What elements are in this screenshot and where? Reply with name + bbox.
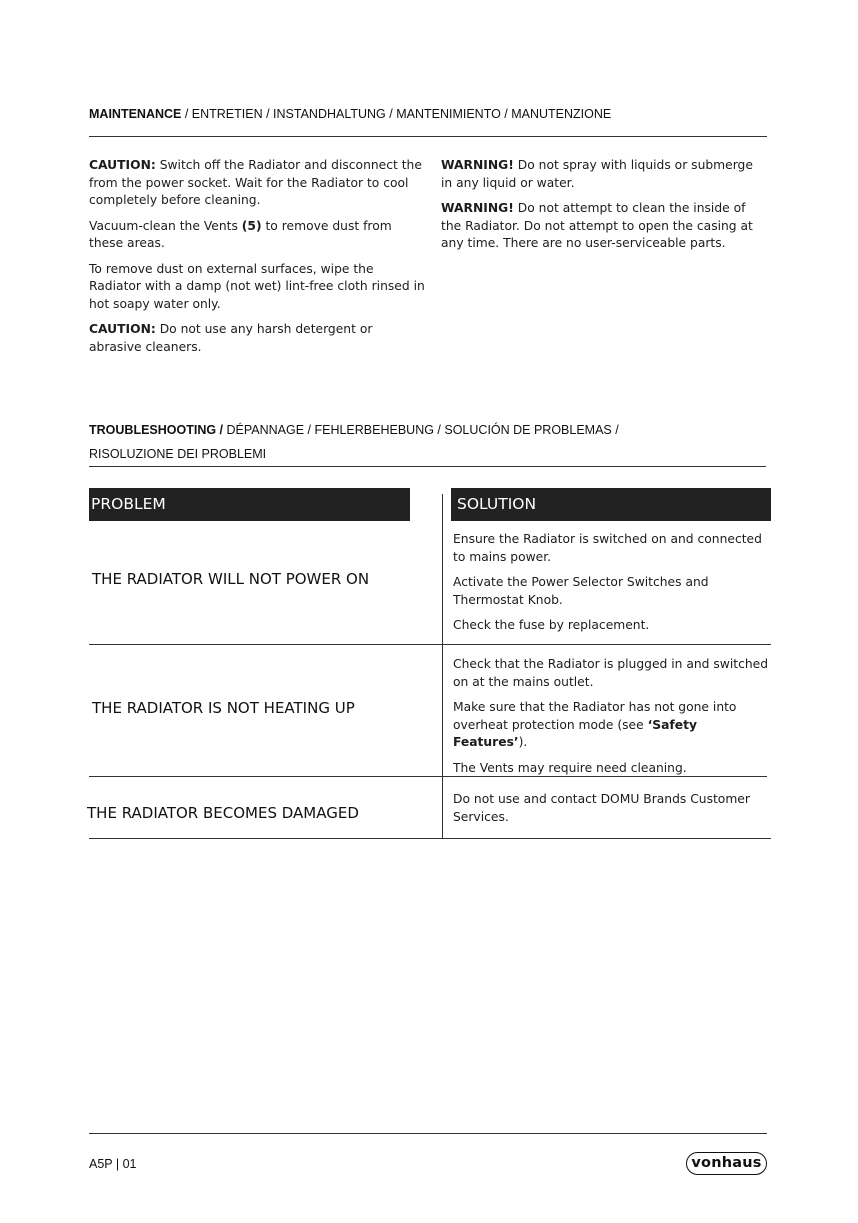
table-bottom-border — [89, 838, 771, 839]
warning-label: WARNING! — [441, 158, 514, 172]
row-divider-2 — [89, 776, 767, 777]
warning-label: WARNING! — [441, 201, 514, 215]
maintenance-heading — [89, 107, 611, 121]
maintenance-caution-2: CAUTION: Do not use any harsh detergent or abrasive cleaners. — [89, 322, 373, 354]
maintenance-divider — [89, 136, 767, 137]
row-divider-1 — [89, 644, 771, 645]
page-identifier: A5P | 01 — [89, 1157, 137, 1171]
solution-step: Make sure that the Radiator has not gone into overheat protection mode (see ‘Safety Features’). — [453, 700, 737, 749]
troubleshooting-heading — [89, 423, 619, 437]
problem-column-header: PROBLEM — [89, 488, 410, 521]
troubleshooting-divider — [89, 466, 766, 467]
vents-reference: (5) — [241, 218, 262, 233]
solution-step: Do not use and contact DOMU Brands Customer Services. — [453, 792, 750, 824]
solution-step: Check the fuse by replacement. — [453, 618, 650, 632]
maintenance-warning-1: WARNING! Do not spray with liquids or submerge in any liquid or water. — [441, 158, 753, 190]
solution-row-2 — [453, 656, 771, 785]
solution-step: Ensure the Radiator is switched on and connected to mains power. — [453, 532, 762, 564]
caution-label: CAUTION: — [89, 322, 156, 336]
maintenance-heading-languages: / ENTRETIEN / INSTANDHALTUNG / MANTENIMIENTO / MANUTENZIONE — [181, 107, 612, 121]
solution-row-1 — [453, 531, 769, 643]
maintenance-caution-1: CAUTION: Switch off the Radiator and disconnect the from the power socket. Wait for the Radiator to cool completely before cleaning. — [89, 158, 422, 207]
problem-row-2: THE RADIATOR IS NOT HEATING UP — [92, 699, 355, 717]
footer-divider — [89, 1133, 767, 1134]
caution-label: CAUTION: — [89, 158, 156, 172]
solution-row-3 — [453, 791, 769, 834]
maintenance-heading-bold: MAINTENANCE — [89, 107, 182, 121]
problem-row-1: THE RADIATOR WILL NOT POWER ON — [92, 570, 370, 588]
maintenance-wipe-instruction: To remove dust on external surfaces, wipe the Radiator with a damp (not wet) lint-free cloth rinsed in hot soapy water only. — [89, 261, 425, 311]
troubleshooting-heading-line2: RISOLUZIONE DEI PROBLEMI — [89, 447, 267, 461]
maintenance-warning-2: WARNING! Do not attempt to clean the inside of the Radiator. Do not attempt to open the casing at any time. There are no user-serviceable parts. — [441, 201, 753, 250]
solution-column-header: SOLUTION — [451, 488, 771, 521]
table-column-divider — [442, 494, 443, 839]
safety-features-reference: ‘Safety Features’ — [453, 717, 698, 749]
troubleshooting-heading-languages: DÉPANNAGE / FEHLERBEHEBUNG / SOLUCIÓN DE PROBLEMAS / — [226, 423, 619, 437]
problem-row-3: THE RADIATOR BECOMES DAMAGED — [87, 804, 359, 822]
solution-step: Activate the Power Selector Switches and Thermostat Knob. — [453, 575, 709, 607]
solution-step: Check that the Radiator is plugged in and switched on at the mains outlet. — [453, 657, 769, 689]
solution-step: The Vents may require need cleaning. — [453, 760, 687, 775]
troubleshooting-heading-bold: TROUBLESHOOTING / — [89, 423, 227, 437]
vonhaus-logo: vonhaus — [686, 1152, 767, 1175]
maintenance-right-column — [441, 157, 761, 261]
maintenance-left-column — [89, 157, 425, 364]
maintenance-vacuum-instruction: Vacuum-clean the Vents (5) to remove dust from these areas. — [89, 218, 392, 250]
